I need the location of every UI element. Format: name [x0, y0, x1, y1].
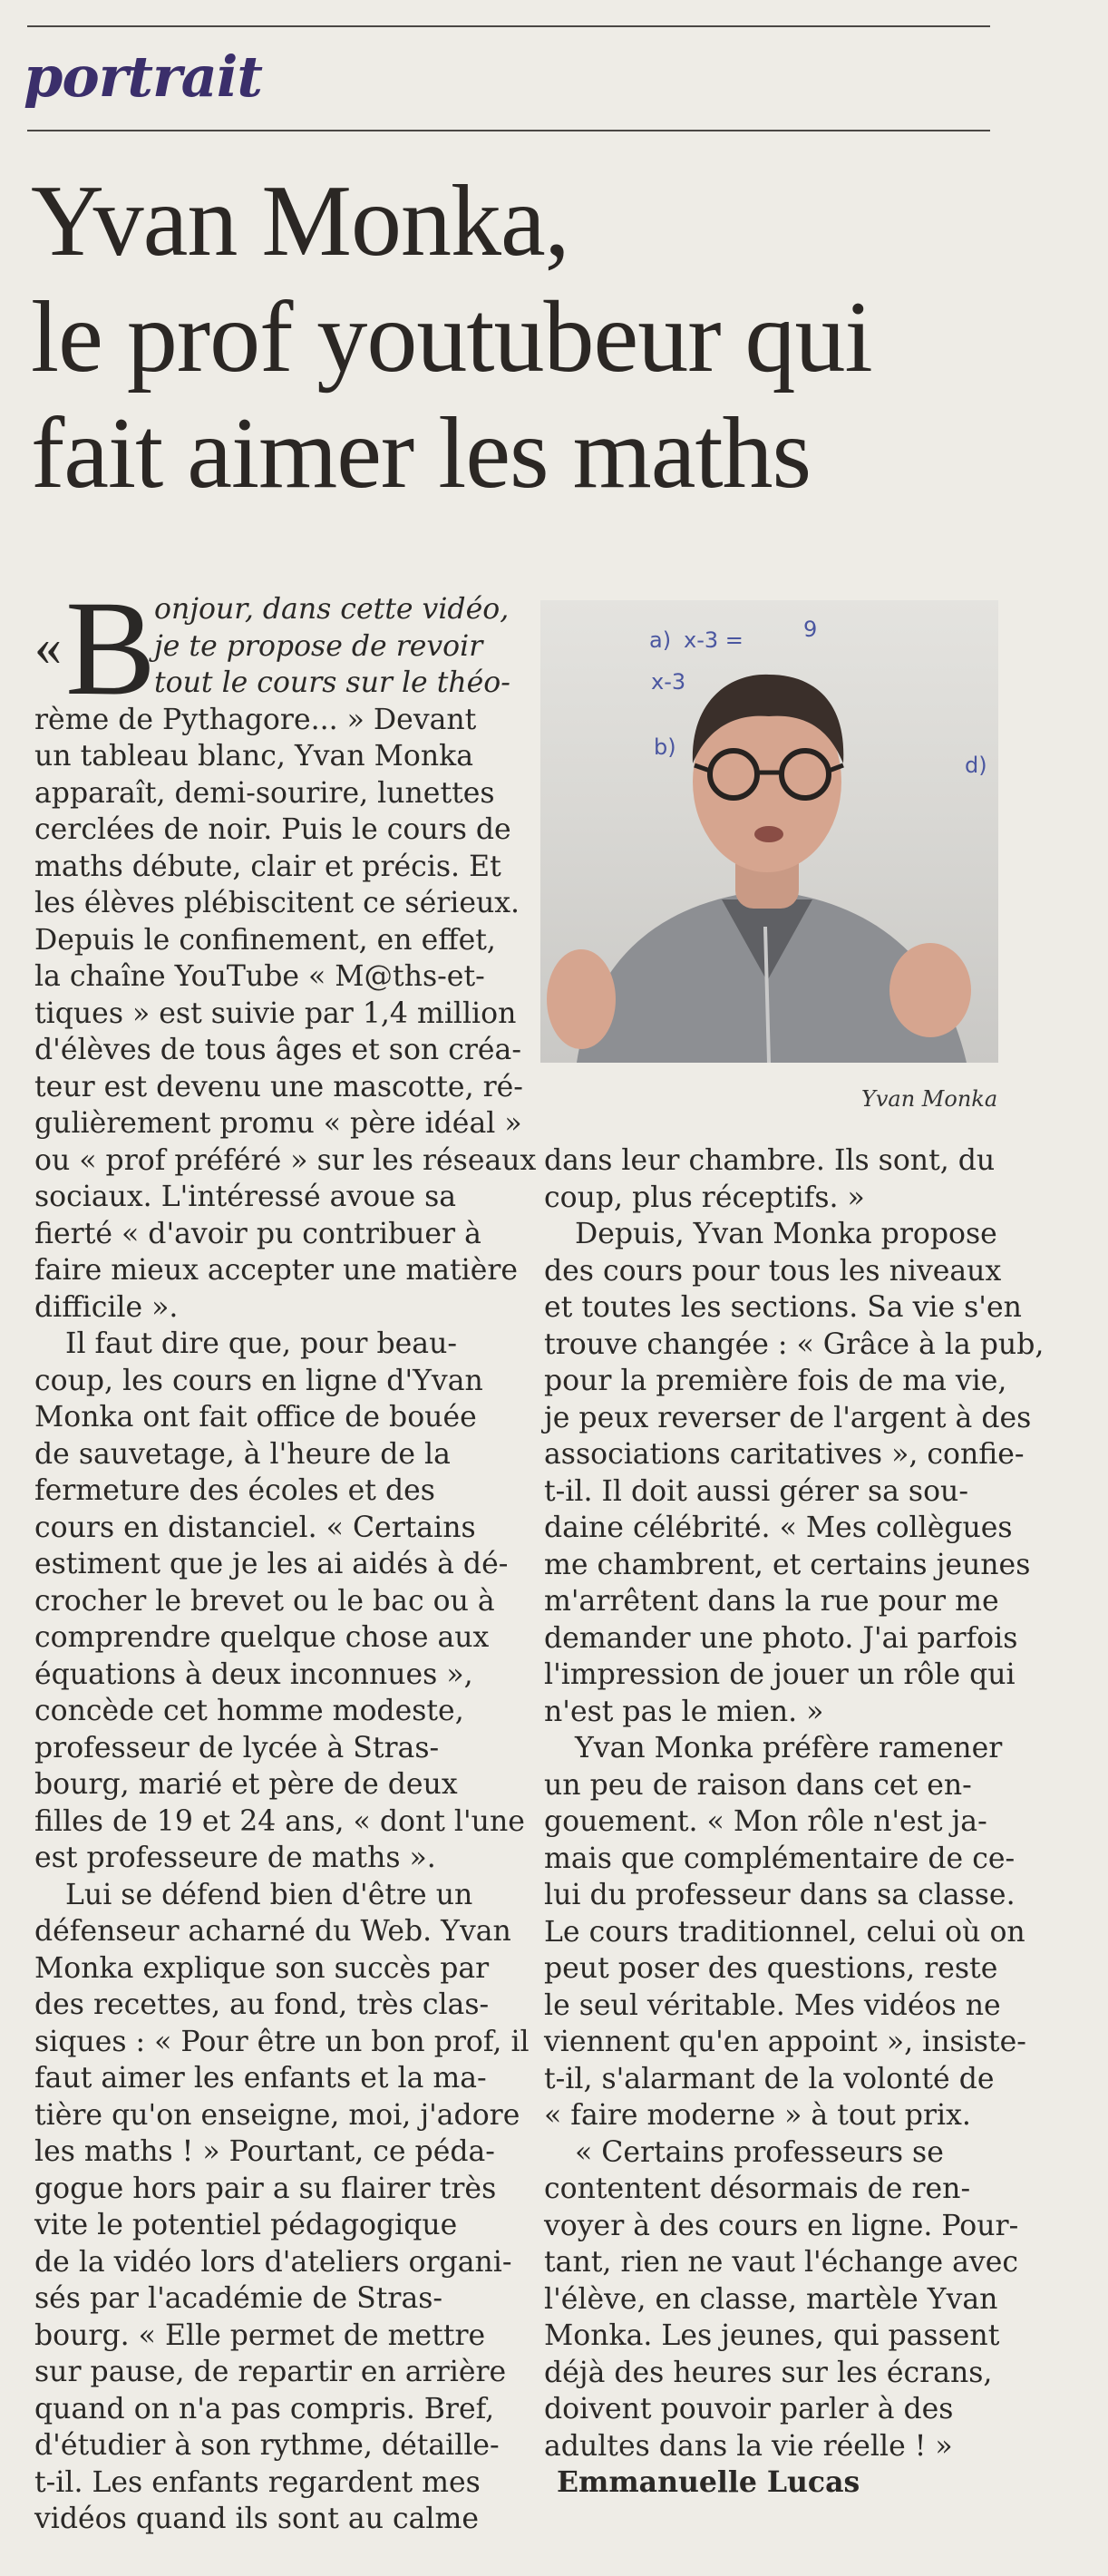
- article-line: tant, rien ne vaut l'échange avec: [544, 2246, 1019, 2279]
- article-line: cours en distanciel. « Certains: [34, 1511, 476, 1544]
- article-line: faut aimer les enfants et la ma-: [34, 2062, 487, 2095]
- top-rule: [27, 25, 990, 27]
- article-line: les élèves plébiscitent ce sérieux.: [34, 887, 520, 919]
- article-line: m'arrêtent dans la rue pour me: [544, 1585, 999, 1618]
- article-line: coup, plus réceptifs. »: [544, 1181, 865, 1214]
- article-line: tière qu'on enseigne, moi, j'adore: [34, 2098, 520, 2132]
- article-line: siques : « Pour être un bon prof, il: [34, 2025, 530, 2058]
- article-line: un tableau blanc, Yvan Monka: [34, 740, 474, 773]
- headline-line: le prof youtubeur qui: [31, 281, 872, 394]
- article-paragraph: [544, 1730, 1026, 2134]
- headline-line: Yvan Monka,: [31, 165, 569, 277]
- board-mark: b): [654, 734, 676, 760]
- article-line: viennent qu'en appoint », insiste-: [544, 2026, 1026, 2058]
- board-mark: 9: [803, 617, 818, 642]
- article-line: sociaux. L'intéressé avoue sa: [34, 1181, 457, 1213]
- article-line: Monka explique son succès par: [34, 1951, 490, 1985]
- article-line: dans leur chambre. Ils sont, du: [544, 1144, 996, 1177]
- article-line: déjà des heures sur les écrans,: [544, 2356, 993, 2389]
- board-mark: a): [649, 627, 672, 653]
- board-mark: d): [965, 753, 987, 778]
- article-line: voyer à des cours en ligne. Pour-: [544, 2209, 1019, 2242]
- article-line: le seul véritable. Mes vidéos ne: [544, 1988, 1001, 2022]
- article-line: « Certains professeurs se: [575, 2135, 944, 2169]
- article-line: trouve changée : « Grâce à la pub,: [544, 1327, 1045, 1361]
- article-line: vidéos quand ils sont au calme: [34, 2503, 480, 2535]
- article-line: gouement. « Mon rôle n'est ja-: [544, 1805, 987, 1838]
- article-line: des recettes, au fond, très clas-: [34, 1988, 490, 2021]
- portrait-illustration: [540, 600, 998, 1063]
- article-line: Depuis, Yvan Monka propose: [575, 1218, 997, 1250]
- article-paragraph: [544, 1142, 1020, 1216]
- section-rubric: portrait: [24, 44, 263, 110]
- article-paragraph: [544, 2134, 1020, 2465]
- article-line: vite le potentiel pédagogique: [34, 2209, 458, 2241]
- article-line: Yvan Monka préfère ramener: [575, 1732, 1003, 1764]
- article-line: l'élève, en classe, martèle Yvan: [544, 2282, 998, 2316]
- article-line: lui du professeur dans sa classe.: [544, 1879, 1016, 1911]
- article-line: Lui se défend bien d'être un: [65, 1878, 473, 1911]
- photo-caption: Yvan Monka: [861, 1086, 998, 1112]
- article-line: me chambrent, et certains jeunes: [544, 1548, 1031, 1581]
- article-paragraph: [34, 1326, 525, 1877]
- article-line: adultes dans la vie réelle ! »: [544, 2429, 953, 2463]
- article-line: un peu de raison dans cet en-: [544, 1768, 972, 1802]
- article-paragraph: [544, 1216, 1045, 1730]
- article-line: ou « prof préféré » sur les réseaux: [34, 1143, 537, 1177]
- rubric-rule: [27, 130, 990, 131]
- article-line: d'élèves de tous âges et son créa-: [34, 1034, 521, 1066]
- article-line: sur pause, de repartir en arrière: [34, 2356, 507, 2388]
- article-line: apparaît, demi-sourire, lunettes: [34, 776, 495, 810]
- article-line: concède cet homme modeste,: [34, 1695, 464, 1727]
- article-line: fermeture des écoles et des: [34, 1474, 435, 1507]
- article-line: sés par l'académie de Stras-: [34, 2282, 443, 2315]
- opening-quote-mark: «: [34, 617, 62, 676]
- headline-line: fait aimer les maths: [31, 397, 812, 510]
- article-line: contentent désormais de ren-: [544, 2173, 971, 2205]
- article-line: t-il, s'alarmant de la volonté de: [544, 2062, 995, 2095]
- drop-cap: [34, 573, 157, 724]
- article-paragraph: [34, 702, 537, 1327]
- lead-line: tout le cours sur le théo-: [154, 666, 510, 699]
- article-line: peut poser des questions, reste: [544, 1952, 998, 1985]
- article-line: équations à deux inconnues »,: [34, 1657, 473, 1691]
- article-line: demander une photo. J'ai parfois: [544, 1621, 1018, 1655]
- article-line: daine célébrité. « Mes collègues: [544, 1512, 1013, 1544]
- lead-lines: [154, 591, 517, 702]
- article-line: de sauvetage, à l'heure de la: [34, 1437, 451, 1471]
- article-line: des cours pour tous les niveaux: [544, 1254, 1002, 1288]
- article-line: gogue hors pair a su flairer très: [34, 2172, 497, 2205]
- article-line: les maths ! » Pourtant, ce péda-: [34, 2135, 495, 2168]
- article-line: mais que complémentaire de ce-: [544, 1842, 1016, 1875]
- article-column-left: [34, 702, 537, 2538]
- article-line: Depuis le confinement, en effet,: [34, 923, 496, 957]
- article-line: cerclées de noir. Puis le cours de: [34, 813, 511, 846]
- article-line: l'impression de jouer un rôle qui: [544, 1658, 1016, 1691]
- article-line: faire mieux accepter une matière: [34, 1254, 519, 1287]
- article-line: « faire moderne » à tout prix.: [544, 2099, 971, 2132]
- article-line: et toutes les sections. Sa vie s'en: [544, 1291, 1022, 1324]
- article-line: difficile ».: [34, 1290, 179, 1324]
- article-line: défenseur acharné du Web. Yvan: [34, 1915, 511, 1948]
- portrait-photo: [540, 600, 998, 1063]
- article-line: de la vidéo lors d'ateliers organi-: [34, 2245, 512, 2279]
- board-mark: x-3: [651, 669, 686, 695]
- article-line: je peux reverser de l'argent à des: [544, 1401, 1032, 1434]
- article-line: Monka ont fait office de bouée: [34, 1401, 477, 1434]
- article-line: professeur de lycée à Stras-: [34, 1731, 440, 1764]
- lead-line: onjour, dans cette vidéo,: [154, 593, 510, 626]
- article-line: bourg. « Elle permet de mettre: [34, 2318, 486, 2352]
- headline: [31, 163, 1010, 511]
- article-line: doivent pouvoir parler à des: [544, 2393, 954, 2425]
- article-line: coup, les cours en ligne d'Yvan: [34, 1364, 483, 1397]
- article-line: Il faut dire que, pour beau-: [65, 1327, 458, 1360]
- article-line: comprendre quelque chose aux: [34, 1621, 490, 1654]
- article-line: maths débute, clair et précis. Et: [34, 850, 501, 883]
- article-line: est professeure de maths ».: [34, 1842, 436, 1874]
- drop-cap-letter: B: [65, 573, 157, 724]
- article-line: fierté « d'avoir pu contribuer à: [34, 1217, 481, 1250]
- article-line: d'étudier à son rythme, détaille-: [34, 2429, 500, 2462]
- article-line: filles de 19 et 24 ans, « dont l'une: [34, 1804, 525, 1838]
- article-line: Monka. Les jeunes, qui passent: [544, 2319, 1000, 2352]
- article-line: t-il. Il doit aussi gérer sa sou-: [544, 1474, 968, 1508]
- lead-line: je te propose de revoir: [154, 629, 483, 663]
- article-line: la chaîne YouTube « M@ths-et-: [34, 960, 485, 993]
- article-line: bourg, marié et père de deux: [34, 1768, 458, 1801]
- article-line: teur est devenu une mascotte, ré-: [34, 1070, 523, 1103]
- article-line: estiment que je les ai aidés à dé-: [34, 1548, 509, 1580]
- article-column-right: [544, 1142, 1045, 2502]
- board-mark: x-3 =: [684, 627, 744, 653]
- article-paragraph: [34, 1877, 530, 2538]
- article-line: Le cours traditionnel, celui où on: [544, 1915, 1025, 1949]
- article-line: quand on n'a pas compris. Bref,: [34, 2392, 495, 2425]
- article-line: rème de Pythagore... » Devant: [34, 703, 477, 736]
- article-line: tiques » est suivie par 1,4 million: [34, 996, 517, 1030]
- article-line: associations caritatives », confie-: [544, 1438, 1025, 1471]
- article-line: pour la première fois de ma vie,: [544, 1365, 1007, 1397]
- author-byline: Emmanuelle Lucas: [557, 2465, 860, 2499]
- article-line: crocher le brevet ou le bac ou à: [34, 1584, 495, 1618]
- article-line: n'est pas le mien. »: [544, 1695, 824, 1728]
- article-line: t-il. Les enfants regardent mes: [34, 2465, 481, 2499]
- article-line: gulièrement promu « père idéal »: [34, 1107, 522, 1140]
